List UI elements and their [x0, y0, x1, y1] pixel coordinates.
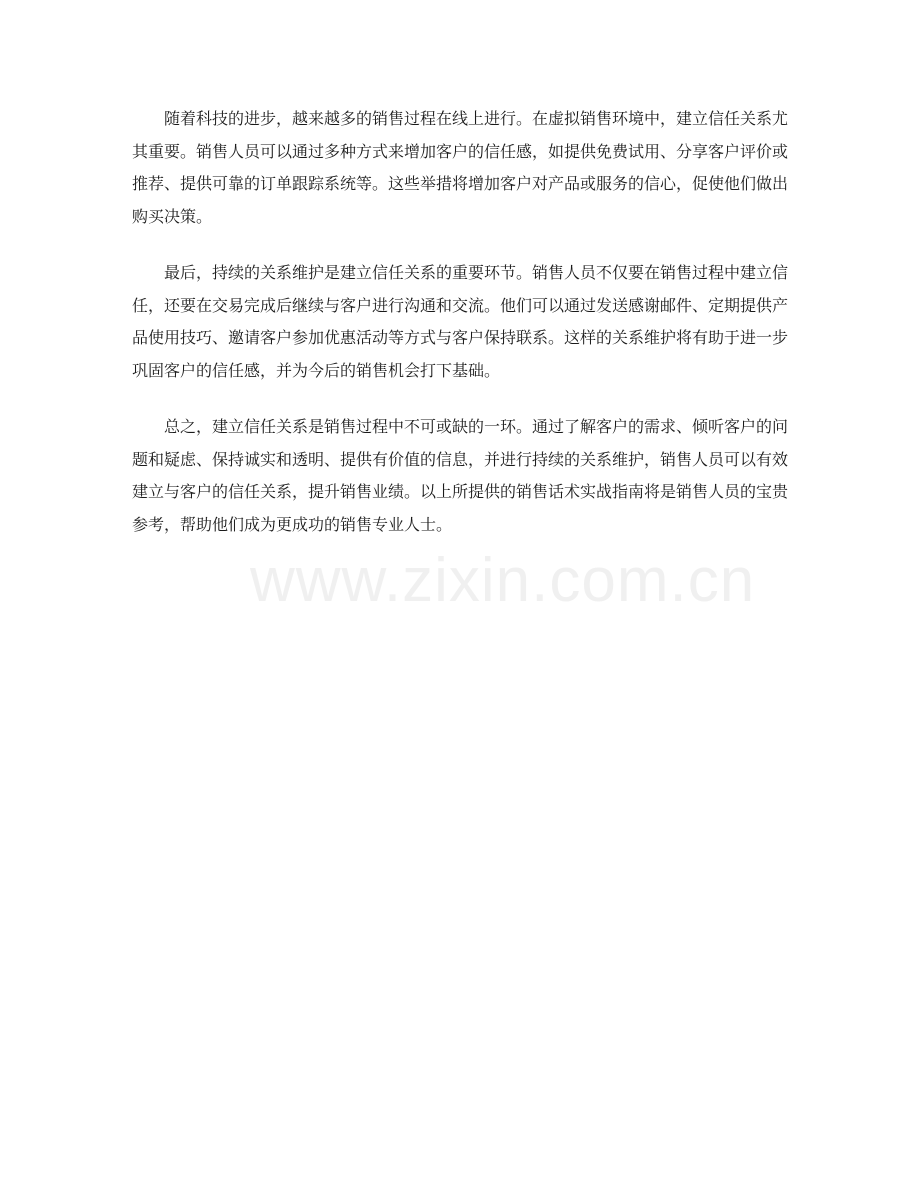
paragraph-conclusion: 总之，建立信任关系是销售过程中不可或缺的一环。通过了解客户的需求、倾听客户的问题和疑虑、保持诚实和透明、提供有价值的信息，并进行持续的关系维护，销售人员可以有效建立与客户的信任关系，提升销售业绩。以上所提供的销售话术实战指南将是销售人员的宝贵参考，帮助他们成为更成功的销售专业人士。 — [132, 417, 789, 534]
document-body — [132, 103, 788, 565]
site-watermark: www.zixin.com.cn — [250, 546, 756, 615]
paragraph-online-trust: 随着科技的进步，越来越多的销售过程在线上进行。在虚拟销售环境中，建立信任关系尤其重要。销售人员可以通过多种方式来增加客户的信任感，如提供免费试用、分享客户评价或推荐、提供可靠的订单跟踪系统等。这些举措将增加客户对产品或服务的信心，促使他们做出购买决策。 — [132, 109, 789, 226]
paragraph-relationship-maintenance: 最后，持续的关系维护是建立信任关系的重要环节。销售人员不仅要在销售过程中建立信任，还要在交易完成后继续与客户进行沟通和交流。他们可以通过发送感谢邮件、定期提供产品使用技巧、邀请客户参加优惠活动等方式与客户保持联系。这样的关系维护将有助于进一步巩固客户的信任感，并为今后的销售机会打下基础。 — [132, 263, 789, 380]
